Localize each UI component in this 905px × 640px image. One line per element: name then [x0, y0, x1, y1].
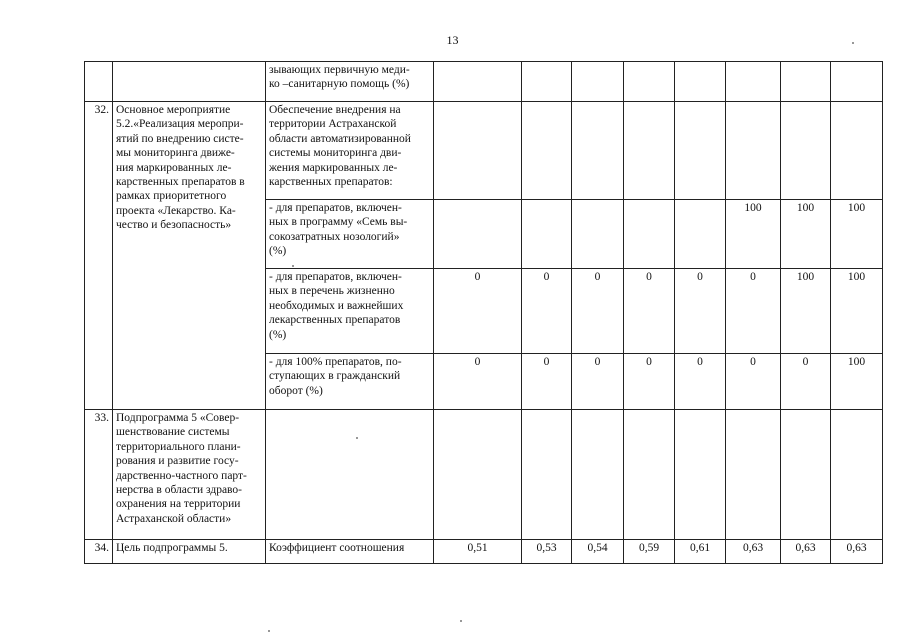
value-cell: 0,54 [572, 540, 624, 564]
row-number [85, 62, 113, 102]
value-cell [572, 102, 624, 200]
indicator-cell: Обеспечение внедрения на территории Астраханской области автоматизированной системы мониторинга дви- жения маркированных ле- карственных препаратов: [266, 102, 434, 200]
value-cell [624, 62, 675, 102]
value-cell [624, 102, 675, 200]
value-cell [434, 62, 522, 102]
value-cell [781, 410, 831, 540]
value-cell [831, 102, 883, 200]
value-cell [522, 200, 572, 269]
row-number: 34. [85, 540, 113, 564]
value-cell [675, 102, 726, 200]
value-cell: 0,51 [434, 540, 522, 564]
indicator-cell: - для 100% препаратов, по- ступающих в гражданский оборот (%) [266, 354, 434, 410]
value-cell: 0 [726, 354, 781, 410]
indicator-cell: Коэффициент соотношения [266, 540, 434, 564]
value-cell [572, 410, 624, 540]
value-cell [675, 410, 726, 540]
value-cell: 0,59 [624, 540, 675, 564]
value-cell: 0 [726, 269, 781, 354]
value-cell [781, 62, 831, 102]
indicator-cell [266, 410, 434, 540]
value-cell: 0,53 [522, 540, 572, 564]
value-cell [624, 200, 675, 269]
indicators-table [84, 61, 883, 564]
value-cell: 0 [522, 269, 572, 354]
value-cell [572, 200, 624, 269]
value-cell: 0 [675, 354, 726, 410]
table-row [85, 102, 883, 200]
value-cell: 0 [434, 269, 522, 354]
event-cell: Подпрограмма 5 «Совер- шенствование системы территориального плани- рования и развитие госу- дарственно-частного парт- нерства в области здраво- охранения на территории Астраханской области» [113, 410, 266, 540]
value-cell: 0,61 [675, 540, 726, 564]
value-cell: 100 [781, 200, 831, 269]
value-cell: 0,63 [781, 540, 831, 564]
value-cell [726, 410, 781, 540]
scan-speck [356, 437, 358, 439]
event-cell [113, 62, 266, 102]
value-cell: 0,63 [726, 540, 781, 564]
value-cell [522, 410, 572, 540]
value-cell: 0 [522, 354, 572, 410]
value-cell: 0 [624, 354, 675, 410]
value-cell [726, 102, 781, 200]
value-cell: 100 [831, 354, 883, 410]
scan-speck [852, 42, 854, 44]
value-cell [434, 200, 522, 269]
value-cell [572, 62, 624, 102]
value-cell: 100 [781, 269, 831, 354]
scan-speck [292, 265, 294, 267]
value-cell [624, 410, 675, 540]
table-row [85, 410, 883, 540]
value-cell: 100 [831, 200, 883, 269]
value-cell [675, 200, 726, 269]
table-row [85, 62, 883, 102]
value-cell: 100 [831, 269, 883, 354]
indicator-cell: - для препаратов, включен- ных в программу «Семь вы- сокозатратных нозологий» (%) [266, 200, 434, 269]
scan-speck [460, 620, 462, 622]
page-number: 13 [446, 33, 459, 47]
value-cell [434, 102, 522, 200]
indicator-cell: зывающих первичную меди- ко –санитарную помощь (%) [266, 62, 434, 102]
event-cell: Цель подпрограммы 5. [113, 540, 266, 564]
value-cell [522, 62, 572, 102]
value-cell [522, 102, 572, 200]
value-cell: 0 [572, 269, 624, 354]
value-cell [726, 62, 781, 102]
value-cell: 0,63 [831, 540, 883, 564]
event-cell: Основное мероприятие 5.2.«Реализация меропри- ятий по внедрению систе- мы мониторинга движе- ния маркированных ле- карственных препаратов в рамках приоритетного проекта «Лекарство. Ка- чество и безопасность» [113, 102, 266, 410]
scan-speck [268, 630, 270, 632]
value-cell [831, 62, 883, 102]
value-cell: 0 [434, 354, 522, 410]
value-cell: 100 [726, 200, 781, 269]
value-cell: 0 [675, 269, 726, 354]
value-cell [781, 102, 831, 200]
value-cell [675, 62, 726, 102]
row-number: 32. [85, 102, 113, 410]
value-cell: 0 [572, 354, 624, 410]
table-row [85, 540, 883, 564]
value-cell: 0 [781, 354, 831, 410]
indicator-cell: - для препаратов, включен- ных в перечень жизненно необходимых и важнейших лекарственных препаратов (%) [266, 269, 434, 354]
value-cell: 0 [624, 269, 675, 354]
value-cell [831, 410, 883, 540]
row-number: 33. [85, 410, 113, 540]
value-cell [434, 410, 522, 540]
